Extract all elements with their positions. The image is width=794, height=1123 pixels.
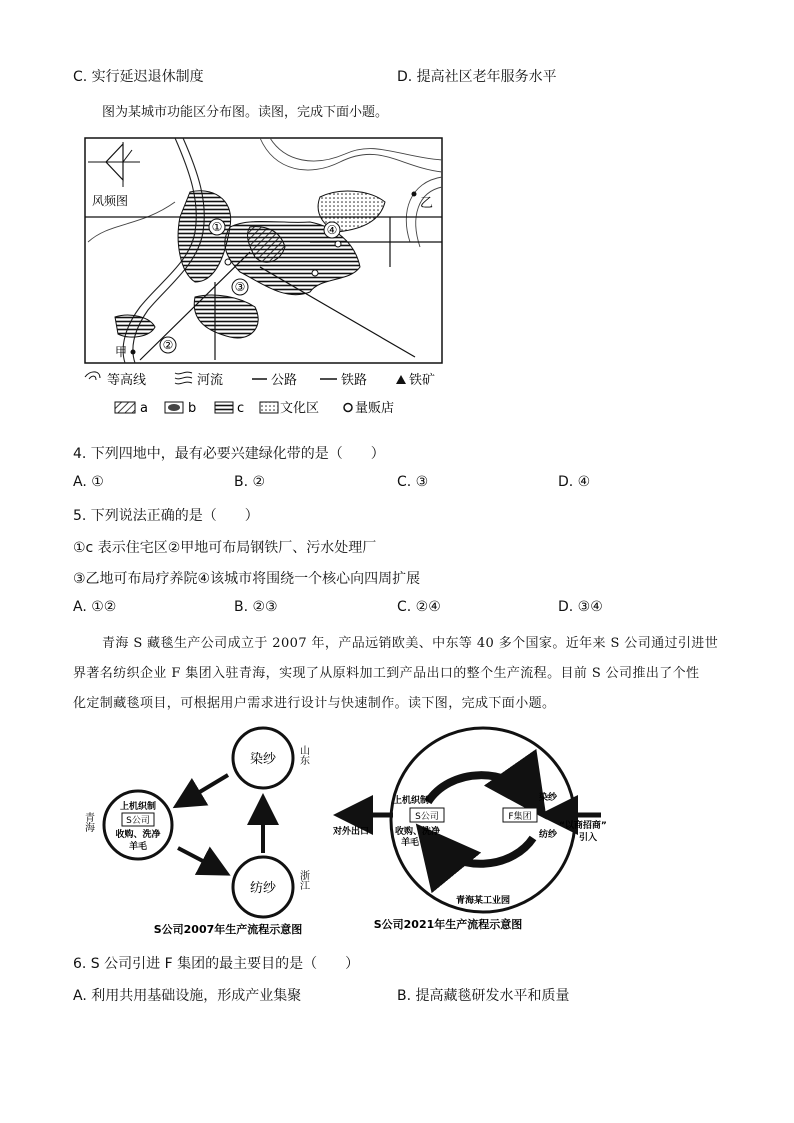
- svg-text:铁矿: 铁矿: [409, 373, 436, 388]
- svg-text:收购、洗净: 收购、洗净: [115, 830, 161, 840]
- shandong-label: 山东: [297, 745, 309, 765]
- svg-text:上机织制: 上机织制: [119, 802, 157, 812]
- diagram-2007: [78, 720, 333, 940]
- store-marker: [335, 241, 341, 247]
- svg-text:铁路: 铁路: [341, 373, 368, 388]
- svg-text:收购、洗净: 收购、洗净: [395, 827, 441, 837]
- city-map-figure: [80, 132, 450, 422]
- marker-4: ④: [326, 223, 338, 237]
- qinghai-label: 青海: [82, 812, 94, 832]
- q6-option-a[interactable]: A. 利用共用基础设施，形成产业集聚: [73, 988, 302, 1004]
- q5-option-a[interactable]: A. ①②: [73, 599, 117, 615]
- q4-option-c[interactable]: C. ③: [397, 474, 429, 490]
- q4-option-d[interactable]: D. ④: [558, 474, 591, 490]
- q4-option-b[interactable]: B. ②: [234, 474, 266, 490]
- q5-option-b[interactable]: B. ②③: [234, 599, 278, 615]
- export-label: 对外出口: [333, 827, 370, 837]
- f-group-label: F集团: [508, 812, 532, 822]
- wind-label: 风频图: [92, 194, 129, 208]
- caption-2021: S公司2021年生产流程示意图: [373, 918, 523, 931]
- q6-option-b[interactable]: B. 提高藏毯研发水平和质量: [397, 988, 570, 1004]
- q5-option-c[interactable]: C. ②④: [397, 599, 441, 615]
- zhejiang-label: 浙江: [297, 870, 309, 890]
- q5-stem: 5. 下列说法正确的是（ ）: [73, 508, 259, 524]
- svg-text:引入: 引入: [579, 833, 598, 843]
- svg-text:羊毛: 羊毛: [128, 842, 148, 852]
- invest-label: “以商招商”: [559, 821, 607, 831]
- svg-text:a: a: [140, 401, 148, 416]
- svg-text:b: b: [188, 401, 197, 416]
- svg-text:c: c: [237, 401, 245, 416]
- svg-text:纺纱: 纺纱: [539, 830, 558, 840]
- q5-statement-1: ①c 表示住宅区②甲地可布局钢铁厂、污水处理厂: [73, 540, 377, 556]
- svg-text:量贩店: 量贩店: [355, 401, 395, 416]
- svg-text:羊毛: 羊毛: [401, 838, 420, 848]
- passage-line-3: 化定制藏毯项目，可根据用户需求进行设计与快速制作。读下图，完成下面小题。: [73, 696, 556, 711]
- q5-option-d[interactable]: D. ③④: [558, 599, 603, 615]
- store-marker: [225, 259, 231, 265]
- s-company-label-2007: S公司: [126, 816, 150, 826]
- marker-3: ③: [234, 280, 246, 294]
- map-intro: 图为某城市功能区分布图。读图，完成下面小题。: [102, 105, 389, 120]
- place-yi: 乙: [420, 196, 434, 211]
- passage-line-2: 界著名纺织企业 F 集团入驻青海，实现了从原料加工到产品出口的整个生产流程。目前 S 公司推出了个性: [73, 666, 700, 681]
- svg-text:染纱: 染纱: [539, 793, 558, 803]
- svg-text:河流: 河流: [197, 373, 224, 388]
- option-d: D. 提高社区老年服务水平: [397, 69, 557, 85]
- q4-stem: 4. 下列四地中，最有必要兴建绿化带的是（ ）: [73, 446, 385, 462]
- park-label: 青海某工业园: [455, 896, 511, 906]
- svg-text:上机织制: 上机织制: [393, 796, 430, 806]
- place-jia: 甲: [115, 345, 128, 359]
- caption-2007: S公司2007年生产流程示意图: [153, 923, 303, 936]
- passage-line-1: 青海 S 藏毯生产公司成立于 2007 年，产品远销欧美、中东等 40 多个国家。近年来 S 公司通过引进世: [102, 636, 719, 651]
- option-c: C. 实行延迟退休制度: [73, 69, 204, 85]
- svg-text:文化区: 文化区: [280, 401, 320, 416]
- s-company-label-2021: S公司: [415, 812, 439, 822]
- spin-label-2007: 纺纱: [249, 881, 277, 896]
- q6-stem: 6. S 公司引进 F 集团的最主要目的是（ ）: [73, 956, 360, 972]
- q4-option-a[interactable]: A. ①: [73, 474, 104, 490]
- marker-1: ①: [211, 220, 223, 234]
- dye-label-2007: 染纱: [249, 752, 277, 767]
- map-legend: [85, 372, 435, 416]
- diagram-2021: [333, 720, 633, 940]
- marker-2: ②: [162, 338, 174, 352]
- q5-statement-2: ③乙地可布局疗养院④该城市将围绕一个核心向四周扩展: [73, 571, 421, 587]
- store-marker: [312, 270, 318, 276]
- svg-text:公路: 公路: [271, 373, 298, 388]
- svg-text:等高线: 等高线: [107, 373, 147, 388]
